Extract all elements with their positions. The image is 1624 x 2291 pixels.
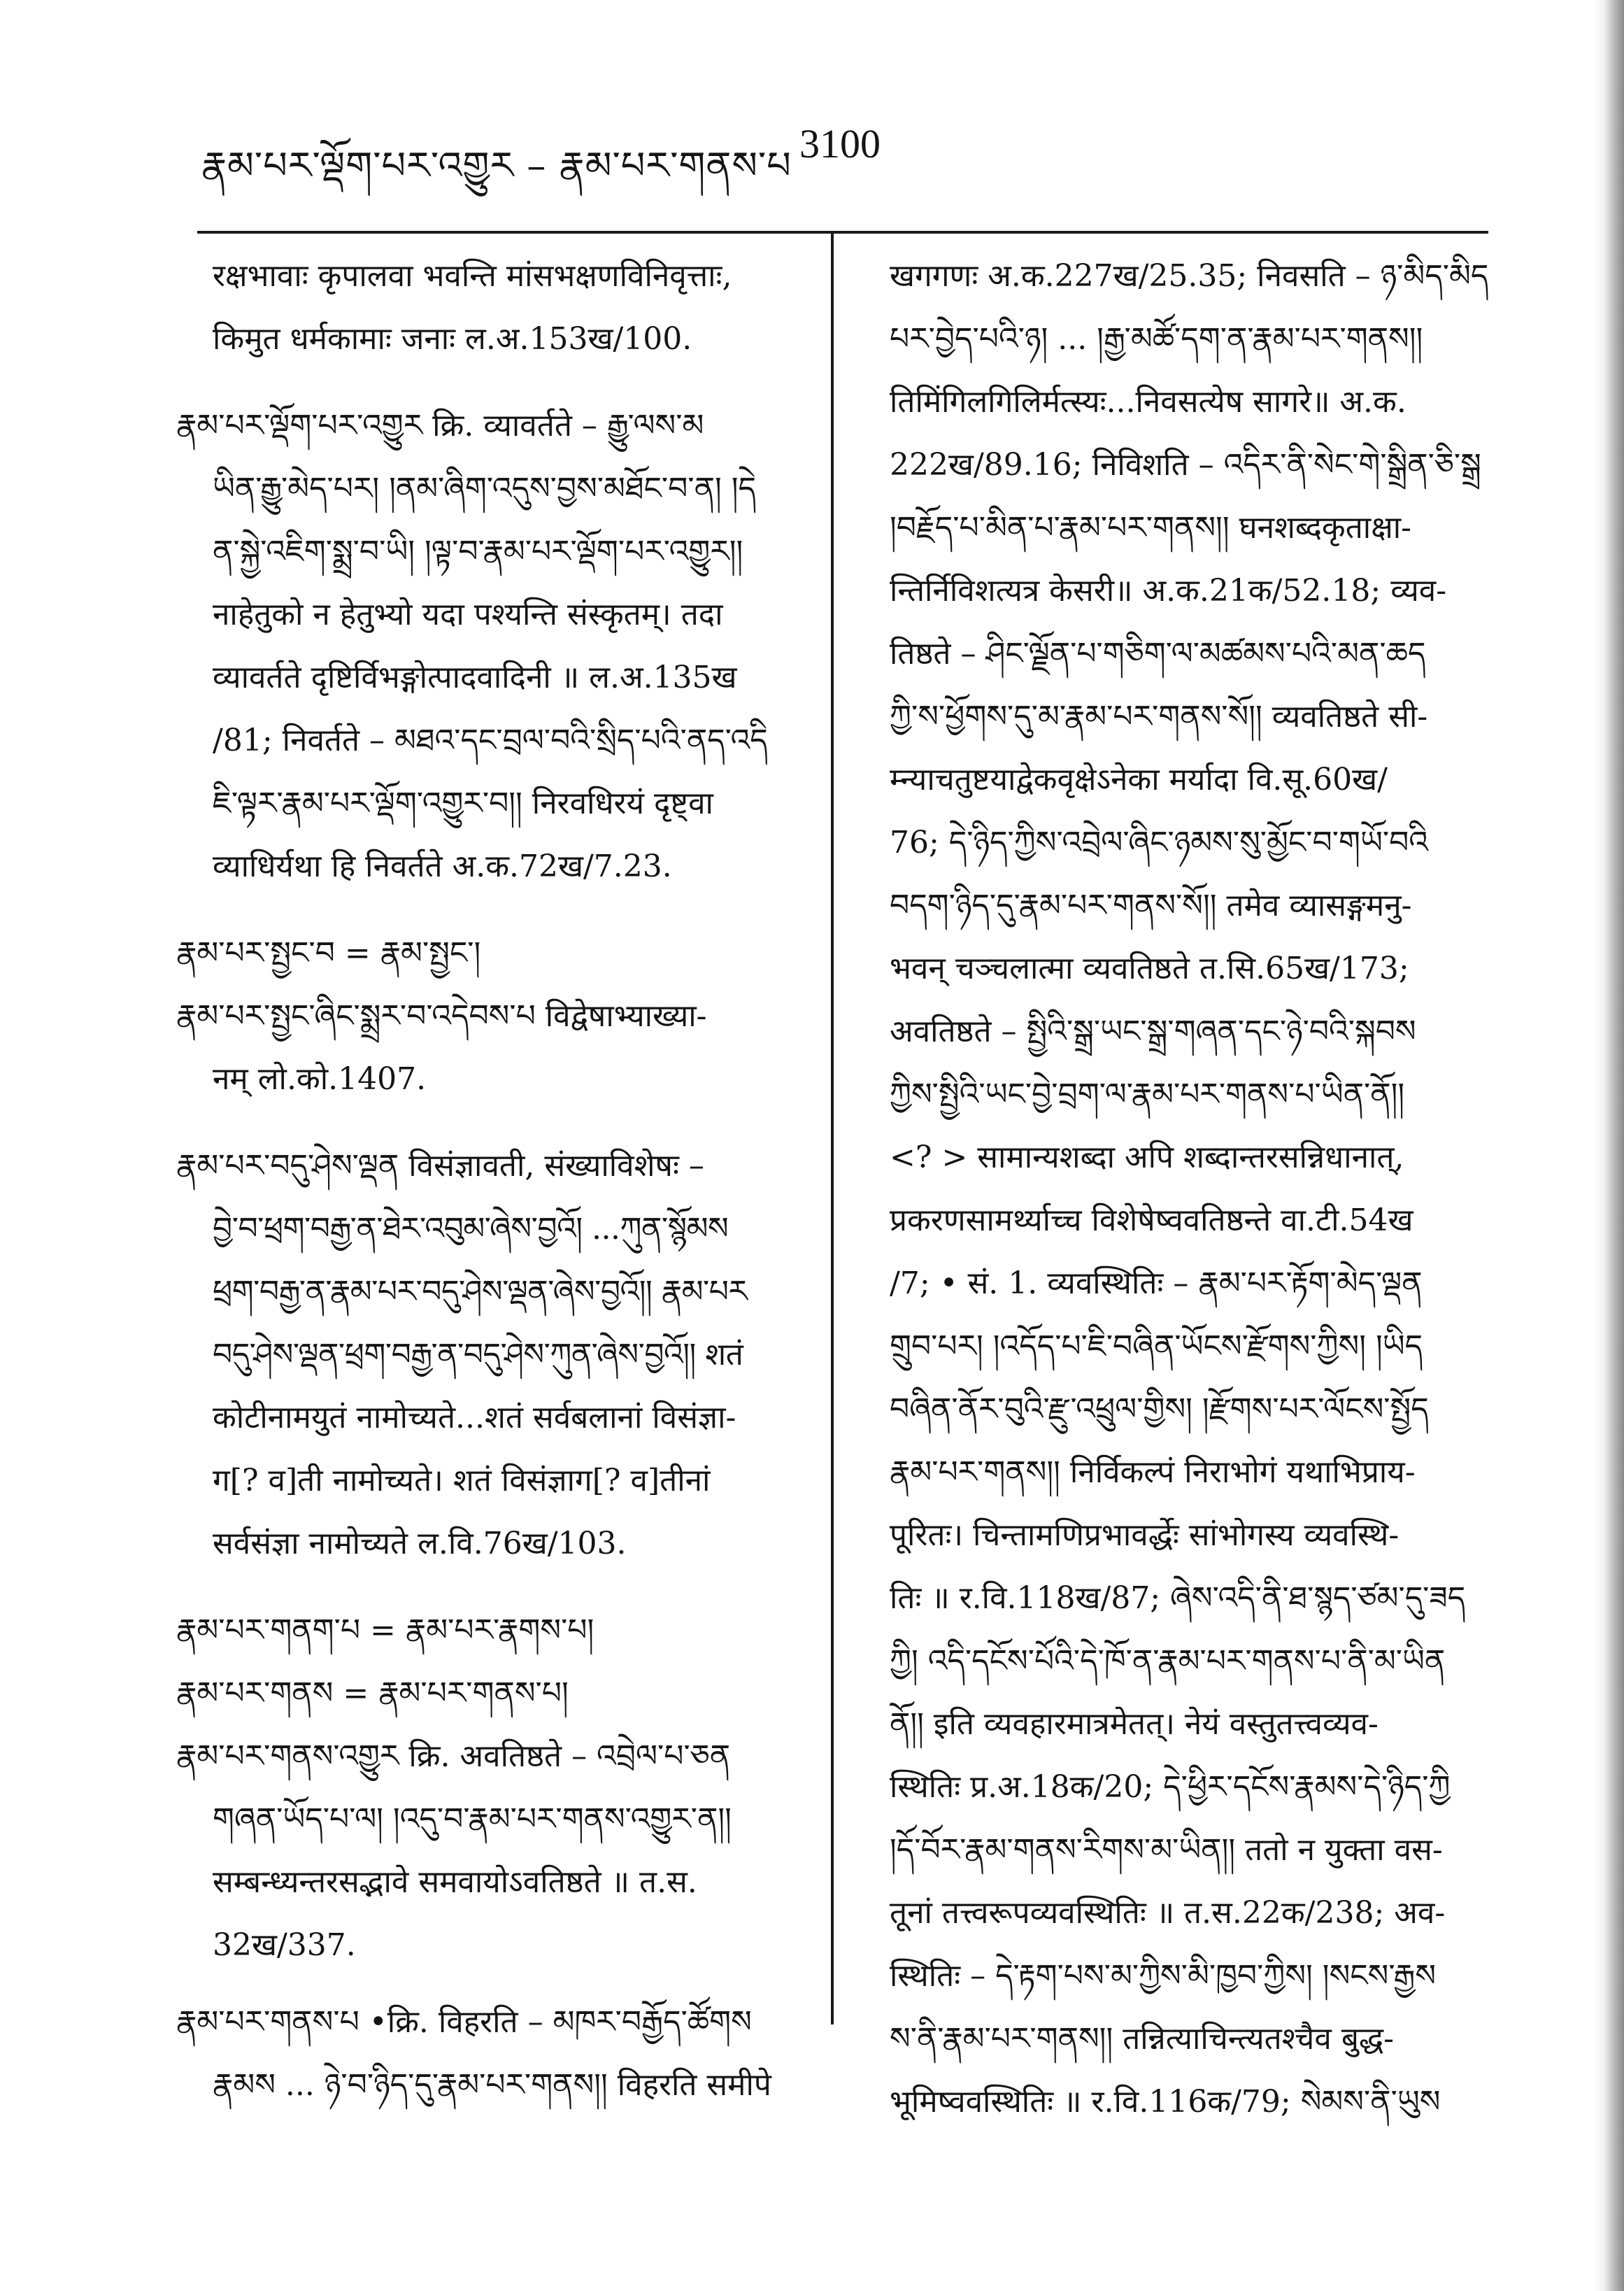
text-line: तिः ॥ र.वि.118ख/87; ཞེས་འདི་ནི་ཐ་སྙད་ཙམ་དུ་ཟད	[890, 1580, 1466, 1616]
text-line: नम् लो.को.1407.	[213, 1061, 427, 1097]
text-line: ཀྱི། འདི་དངོས་པོའི་དེ་ཁོ་ན་རྣམ་པར་གནས་པ་ནི་མ་ཡིན	[890, 1643, 1446, 1679]
text-line: रक्षभावाः कृपालवा भवन्ति मांसभक्षणविनिवृत्ताः,	[213, 258, 732, 294]
text-line: नाहेतुको न हेतुभ्यो यदा पश्यन्ति संस्कृतम्। तदा	[213, 597, 723, 632]
text-line: །བརྗོད་པ་མིན་པ་རྣམ་པར་གནས།། घनशब्दकृताक्षा-	[890, 510, 1412, 546]
entry-headword-line: རྣམ་པར་གནས་པ •क्रि. विहरति – མཁར་བརྒྱོད་ཚོགས	[176, 2004, 752, 2040]
page-number: 3100	[799, 121, 881, 166]
text-line: अवतिष्ठते – སྤྱིའི་སྒྲ་ཡང་སྒྲ་གཞན་དང་ཉེ་བའི་སྐབས	[890, 1014, 1416, 1049]
right-column	[890, 245, 1505, 2134]
text-line: ཇི་ལྟར་རྣམ་པར་ལྡོག་འགྱུར་བ།། निरवधिरयं दृष्ट्वा	[213, 786, 713, 821]
text-line: ཀྱི་ས་ཕྱོགས་དུ་མ་རྣམ་པར་གནས་སོ།། व्यवतिष्ठते सी-	[890, 699, 1428, 735]
text-line: 76; དེ་ཉིད་ཀྱིས་འབྲེལ་ཞིང་ཉམས་སུ་མྱོང་བ་གཡོ་བའི	[890, 825, 1429, 860]
running-head: རྣམ་པར་ལྡོག་པར་འགྱུར – རྣམ་པར་གནས་པ	[201, 143, 792, 187]
text-line: བྱེ་བ་ཕྲག་བརྒྱ་ན་ཐེར་འབུམ་ཞེས་བྱའོ། ...ཀུན་སྙོམས	[213, 1211, 729, 1247]
text-line: །དོ་བོར་རྣམ་གནས་རིགས་མ་ཡིན།། ततो न युक्ता वस-	[890, 1832, 1443, 1868]
text-line: ཀྱིས་སྤྱིའི་ཡང་བྱེ་བྲག་ལ་རྣམ་པར་གནས་པ་ཡིན་ནོ།།	[890, 1077, 1405, 1112]
header-rule	[197, 231, 1488, 234]
text-line: ནོ།། इति व्यवहारमात्रमेतत्। नेयं वस्तुतत्त्वव्यव-	[890, 1706, 1379, 1742]
entry-headword-line: རྣམ་པར་ལྡོག་པར་འགྱུར क्रि. व्यावर्तते – རྒྱུ་ལས་མ	[176, 408, 704, 444]
text-line: /81; निवर्तते – མཐའ་དང་བྲལ་བའི་སྲིད་པའི་ནད་འདི	[213, 723, 768, 758]
text-line: གྲུབ་པར། །འདོད་པ་ཇི་བཞིན་ཡོངས་རྫོགས་ཀྱིས། །ཡིད	[890, 1328, 1423, 1364]
text-line: 222ख/89.16; निविशति – འདིར་ནི་སེང་གེ་སྒྲིན་ཅི་སྒྲ	[890, 447, 1481, 483]
text-line: कोटीनामयुतं नामोच्यते...शतं सर्वबलानां विसंज्ञा-	[213, 1400, 736, 1435]
text-line: सर्वसंज्ञा नामोच्यते ल.वि.76ख/103.	[213, 1526, 627, 1561]
left-column	[176, 245, 802, 2117]
text-line: རྣམ་པར་གནས།། निर्विकल्पं निराभोगं यथाभिप्राय-	[890, 1454, 1416, 1490]
text-line: भवन् चञ्चलात्मा व्यवतिष्ठते त.सि.65ख/173;	[890, 951, 1409, 986]
text-line: བདག་ཉིད་དུ་རྣམ་པར་གནས་སོ།། तमेव व्यासङ्गमनु-	[890, 888, 1412, 923]
text-line: <? > सामान्यशब्दा अपि शब्दान्तरसन्निधानात्,	[890, 1140, 1404, 1175]
text-line: བདུ་ཤེས་ལྡན་ཕྲག་བརྒྱ་ན་བདུ་ཤེས་ཀུན་ཞེས་བྱའོ།། शतं	[213, 1337, 743, 1373]
text-line: ས་ནི་རྣམ་པར་གནས།། तन्नित्याचिन्त्यतश्चैव बुद्ध-	[890, 2021, 1394, 2057]
text-line: तिमिंगिलगिलिर्मत्स्यः...निवसत्येष सागरे॥ अ.क.	[890, 384, 1406, 420]
text-line: म्न्याचतुष्टयाद्वेकवृक्षेऽनेका मर्यादा वि.सू.60ख/	[890, 762, 1388, 797]
text-line: པར་བྱེད་པའི་ཉ། ... །རྒྱ་མཚོ་དག་ན་རྣམ་པར་གནས།།	[890, 321, 1423, 357]
entry-headword-line: རྣམ་པར་སྤྱང་བ = རྣམ་སྤྱང་།	[176, 935, 481, 971]
entry-headword-line: རྣམ་པར་གནས་འགྱུར क्रि. अवतिष्ठते – འབྲེལ་པ་ཅན	[176, 1738, 731, 1774]
text-line: स्थितिः प्र.अ.18क/20; དེ་ཕྱིར་དངོས་རྣམས་དེ་ཉིད་ཀྱི	[890, 1769, 1451, 1805]
text-line: ན་སྐྱེ་འཇིག་སྨྲ་བ་ཡི། །ལྟ་བ་རྣམ་པར་ལྡོག་པར་འགྱུར།།	[213, 534, 743, 569]
text-line: व्याधिर्यथा हि निवर्तते अ.क.72ख/7.23.	[213, 849, 672, 884]
text-line: ཕྲག་བརྒྱ་ན་རྣམ་པར་བདུ་ཤེས་ལྡན་ཞེས་བྱའོ།། རྣམ་པར	[213, 1274, 748, 1310]
text-line: /7; • सं. 1. व्यवस्थितिः – རྣམ་པར་རྟོག་མེད་ལྡན	[890, 1265, 1423, 1301]
text-line: བཞིན་ནོར་བུའི་རྫུ་འཕྲུལ་གྱིས། །རྫོགས་པར་ལོངས་སྤྱོད	[890, 1391, 1429, 1427]
text-line: व्यावर्तते दृष्टिर्विभङ्गोत्पादवादिनी ॥ ल.अ.135ख	[213, 660, 737, 695]
column-divider	[831, 234, 834, 2024]
text-line: स्थितिः – དེ་རྟག་པས་མ་ཀྱིས་མི་ཁྱབ་ཀྱིས། །སངས་རྒྱས	[890, 1958, 1437, 1994]
text-line: न्तिर्निविशत्यत्र केसरी॥ अ.क.21क/52.18; व्यव-	[890, 573, 1447, 609]
text-line: ཡིན་རྒྱུ་མེད་པར། །ནམ་ཞིག་འདུས་བྱས་མཐོང་བ་ན། །དེ	[213, 471, 756, 506]
text-line: 32ख/337.	[213, 1927, 356, 1963]
text-line: རྣམས ... ཉེ་བ་ཉིད་དུ་རྣམ་པར་གནས།། विहरति समीपे	[213, 2067, 771, 2103]
text-line: भूमिष्ववस्थितिः ॥ र.वि.116क/79; སེམས་ནི་ཡུས	[890, 2084, 1441, 2120]
entry-headword-line: རྣམ་པར་གནས = རྣམ་པར་གནས་པ།	[176, 1675, 569, 1711]
entry-headword-line: རྣམ་པར་བདུ་ཤེས་ལྡན विसंज्ञावती, संख्याविशेषः –	[176, 1148, 704, 1184]
entry-headword-line: རྣམ་པར་གནག་པ = རྣམ་པར་རྣགས་པ།	[176, 1612, 594, 1648]
text-line: प्रकरणसामर्थ्याच्च विशेषेष्ववतिष्ठन्ते वा.टी.54ख	[890, 1203, 1413, 1238]
text-line: तिष्ठते – ཤིང་ལྗོན་པ་གཅིག་ལ་མཚམས་པའི་མན་ཆད	[890, 636, 1426, 672]
text-line: किमुत धर्मकामाः जनाः ल.अ.153ख/100.	[213, 321, 692, 357]
entry-headword-line: རྣམ་པར་སྤྱང་ཞིང་སྨྲར་བ་འདེབས་པ विद्वेषाभ्याख्या-	[176, 998, 707, 1034]
text-line: तूनां तत्त्वरूपव्यवस्थितिः ॥ त.स.22क/238; अव-	[890, 1895, 1446, 1931]
text-line: पूरितः। चिन्तामणिप्रभावर्द्धेः सांभोगस्य व्यवस्थि-	[890, 1517, 1399, 1553]
text-line: खगगणः अ.क.227ख/25.35; निवसति – ཉ་མིད་མིད	[890, 258, 1489, 294]
text-line: ग[? व]ती नामोच्यते। शतं विसंज्ञाग[? व]तीनां	[213, 1463, 711, 1498]
scan-edge-shadow	[1593, 0, 1624, 2291]
text-line: सम्बन्ध्यन्तरसद्भावे समवायोऽवतिष्ठते ॥ त.स.	[213, 1864, 697, 1900]
text-line: གཞན་ཡོད་པ་ལ། །འདུ་བ་རྣམ་པར་གནས་འགྱུར་ན།།	[213, 1801, 732, 1837]
